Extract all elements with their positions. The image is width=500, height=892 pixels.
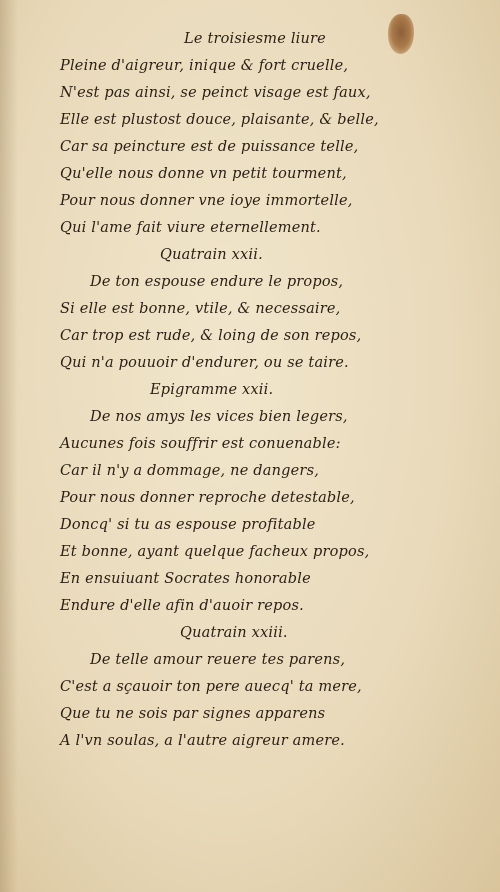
verse-line: N'est pas ainsi, se peinct visage est faux, [60, 85, 371, 101]
verse-line: Pour nous donner reproche detestable, [60, 490, 355, 506]
verse-line: En ensuiuant Socrates honorable [60, 571, 311, 587]
verse-line: Pleine d'aigreur, inique & fort cruelle, [60, 58, 349, 74]
section-heading-epigramme-xxii: Epigramme xxii. [150, 382, 274, 398]
verse-line: Que tu ne sois par signes apparens [60, 706, 326, 722]
verse-line: Et bonne, ayant quelque facheux propos, [60, 544, 370, 560]
verse-line: Elle est plustost douce, plaisante, & belle, [60, 112, 379, 128]
verse-line: De ton espouse endure le propos, [90, 274, 344, 290]
verse-line: Endure d'elle afin d'auoir repos. [60, 598, 304, 614]
verse-line: De nos amys les vices bien legers, [90, 409, 348, 425]
stanza-3 [60, 404, 450, 620]
verse-line: Qui l'ame fait viure eternellement. [60, 220, 321, 236]
verse-line: Qui n'a pouuoir d'endurer, ou se taire. [60, 355, 349, 371]
verse-line: Aucunes fois souffrir est conuenable: [60, 436, 341, 452]
stanza-4 [60, 647, 450, 755]
page-text [60, 26, 450, 755]
verse-line: De telle amour reuere tes parens, [90, 652, 346, 668]
verse-line: Car trop est rude, & loing de son repos, [60, 328, 362, 344]
page-gutter-shadow [0, 0, 18, 892]
verse-line: Pour nous donner vne ioye immortelle, [60, 193, 353, 209]
verse-line: Car il n'y a dommage, ne dangers, [60, 463, 320, 479]
verse-line: A l'vn soulas, a l'autre aigreur amere. [60, 733, 345, 749]
stanza-2 [60, 269, 450, 377]
stanza-1 [60, 53, 450, 242]
verse-line: Qu'elle nous donne vn petit tourment, [60, 166, 347, 182]
verse-line: Car sa peincture est de puissance telle, [60, 139, 359, 155]
running-title: Le troisiesme liure [184, 31, 326, 47]
section-heading-quatrain-xxiii: Quatrain xxiii. [180, 625, 288, 641]
section-heading-quatrain-xxii: Quatrain xxii. [160, 247, 263, 263]
verse-line: Si elle est bonne, vtile, & necessaire, [60, 301, 341, 317]
verse-line: Doncq' si tu as espouse profitable [60, 517, 316, 533]
verse-line: C'est a sçauoir ton pere auecq' ta mere, [60, 679, 362, 695]
